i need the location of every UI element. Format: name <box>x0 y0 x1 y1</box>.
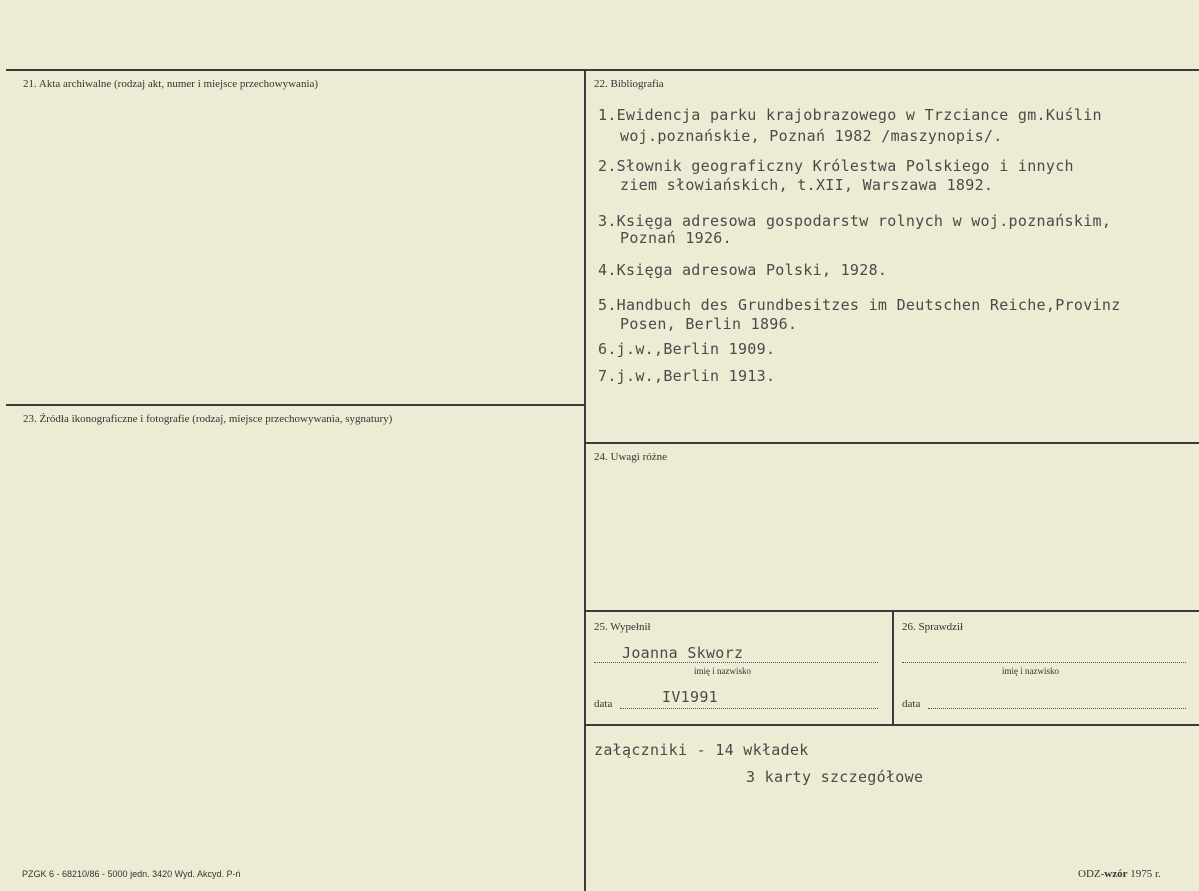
bibliography-entry-1-cont: woj.poznańskie, Poznań 1982 /maszynopis/. <box>620 127 1003 145</box>
section-22-label: 22. Bibliografia <box>594 78 664 90</box>
checked-by-date-label: data <box>902 698 921 710</box>
checked-by-name-line <box>902 662 1186 663</box>
bibliography-entry-2-cont: ziem słowiańskich, t.XII, Warszawa 1892. <box>620 176 994 194</box>
section-24-label: 24. Uwagi różne <box>594 451 668 463</box>
section-21-label: 21. Akta archiwalne (rodzaj akt, numer i miejsce przechowywania) <box>23 78 319 90</box>
right-rule-1 <box>585 442 1199 444</box>
bibliography-entry-3: 3.Księga adresowa gospodarstw rolnych w woj.poznańskim, <box>598 212 1112 230</box>
form-template-footer <box>1078 868 1161 880</box>
form-template-prefix: ODZ- <box>1078 868 1105 880</box>
form-template-year: 1975 r. <box>1127 868 1161 880</box>
top-rule <box>6 69 1199 71</box>
bibliography-entry-3-cont: Poznań 1926. <box>620 229 732 247</box>
center-divider <box>584 69 586 891</box>
filled-by-name-caption: imię i nazwisko <box>694 666 751 676</box>
right-rule-3 <box>585 724 1199 726</box>
signature-divider <box>892 610 894 724</box>
checked-by-name-caption: imię i nazwisko <box>1002 666 1059 676</box>
filled-by-date: IV1991 <box>662 688 718 706</box>
checked-by-date-line <box>928 708 1186 709</box>
bibliography-entry-5: 5.Handbuch des Grundbesitzes im Deutschen Reiche,Provinz <box>598 296 1121 314</box>
filled-by-date-line <box>620 708 878 709</box>
attachments-line-2: 3 karty szczegółowe <box>746 768 924 786</box>
bibliography-entry-1: 1.Ewidencja parku krajobrazowego w Trzciance gm.Kuślin <box>598 106 1102 124</box>
section-26-label: 26. Sprawdził <box>902 621 964 633</box>
bibliography-entry-2: 2.Słownik geograficzny Królestwa Polskiego i innych <box>598 157 1074 175</box>
section-25-label: 25. Wypełnił <box>594 621 651 633</box>
bibliography-entry-4: 4.Księga adresowa Polski, 1928. <box>598 261 888 279</box>
filled-by-date-label: data <box>594 698 613 710</box>
bibliography-entry-5-cont: Posen, Berlin 1896. <box>620 315 798 333</box>
bibliography-entry-6: 6.j.w.,Berlin 1909. <box>598 340 776 358</box>
left-section-rule <box>6 404 585 406</box>
filled-by-name: Joanna Skworz <box>622 644 744 662</box>
form-template-word: wzór <box>1104 868 1128 880</box>
bibliography-entry-7: 7.j.w.,Berlin 1913. <box>598 367 776 385</box>
attachments-line-1: załączniki - 14 wkładek <box>594 741 809 759</box>
filled-by-name-line <box>594 662 878 663</box>
section-23-label: 23. Źródła ikonograficzne i fotografie (rodzaj, miejsce przechowywania, sygnatury) <box>23 413 393 425</box>
print-footer-left: PZGK 6 - 68210/86 - 5000 jedn. 3420 Wyd. Akcyd. P-ń <box>22 869 241 879</box>
